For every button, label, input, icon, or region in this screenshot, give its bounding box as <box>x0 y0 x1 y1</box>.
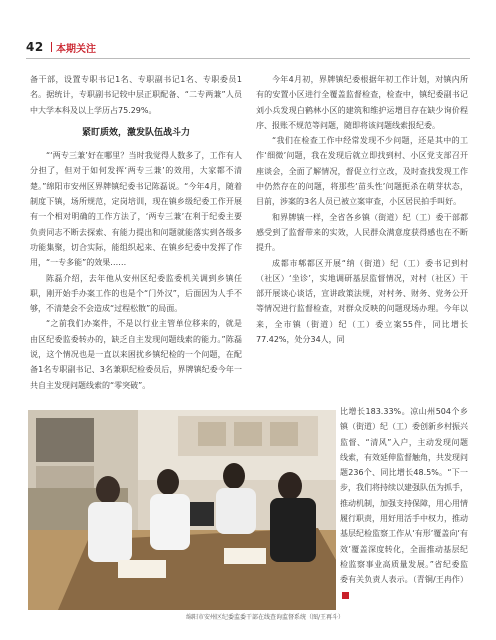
right-column-continued <box>340 404 468 603</box>
section-title: 本期关注 <box>56 44 96 55</box>
left-column <box>30 72 242 393</box>
right-paragraph-4-continued <box>340 404 468 603</box>
article-subheading: 紧盯质效，激发队伍战斗力 <box>81 127 190 138</box>
page-number: 42 <box>26 40 44 54</box>
right-paragraph-1: 今年4月初，界牌镇纪委根据年初工作计划，对镇内所有的安置小区进行全覆盖监督检查，检查中，镇纪委副书记刘小兵发现白鹤林小区的建筑和维护运增目存在缺少询价程序、报账不规范等问题，随即将该问题线索报纪委。 <box>256 75 468 130</box>
page-header <box>0 0 496 60</box>
photo-caption: 绵阳市安州区纪委监委干部在线查询监督系统（图/王再斗） <box>186 614 345 621</box>
article-end-mark <box>342 592 349 599</box>
left-paragraph-4: “之前我们办案件，不是以行业主管单位移来的，就是由区纪委监委转办的，缺乏自主发现问题线索的能力。”陈磊说，这个情况也是一直以来困扰乡镇纪检的一个问题，在配备1名专职副书记、3名兼职纪检委员后，界牌镇纪委今年一共自主发现问题线索的“零突破”。 <box>30 319 242 390</box>
right-paragraph-4: 成都市郫都区开展“纳（街道）纪（工）委书记到村（社区）‘坐诊’，实地调研基层监督情况，对村（社区）干部开展谈心谈话，宣讲政策法规，对村务、财务、党务公开等情况进行监督检查，对群众反映的问题现场办理。今年以来，全市镇（街道）纪（工）委立案55件，同比增长77.42%，处分34人，同 <box>256 258 468 345</box>
right-paragraph-3: 和界牌镇一样，全省各乡镇（街道）纪（工）委干部都感受到了监督带来的实效，人民群众满意度获得感也在不断提升。 <box>256 212 468 253</box>
right-paragraph-4-text: 比增长183.33%。凉山州504个乡镇（街道）纪（工）委创新乡村振兴监督、“清风”入户，主动发现问题线索，有效延伸监督触角，共发现问题236个、同比增长48.5%。“下一步，我们将持续以建强队伍为抓手，推动机制，加强支持保障，用心用情履行职责，用好用活手中权力，推动基层纪检监察工作从‘有形’覆盖向‘有效’覆盖深度转化，全面推动基层纪检监察事业高质量发展。”省纪委监委有关负责人表示。（青铜/王冉作） <box>340 407 468 585</box>
right-column <box>256 72 468 347</box>
meeting-photo-illustration <box>28 410 336 610</box>
header-rule <box>26 58 470 59</box>
left-paragraph-2: “‘两专三兼’好在哪里？当时我觉得人数多了，工作有人分担了，但对于如何发挥‘两专三兼’的效用，大家都不清楚。”绵阳市安州区界牌镇纪委书记陈磊说。“今年4月，随着制度下镇，场所规范，定岗培训，现在镇乡级纪委工作开展有一个相对明确的工作方法了，‘两专三兼’在利于纪委主要负责同志不断去探索、有能力提出和问题就能落实到各级多功能集聚，切合实际，能组织起来、在镇乡纪委中发挥了作用，“一专多能”的效果…… <box>30 151 242 268</box>
article-photo <box>28 410 336 610</box>
left-paragraph-1: 备干部，设置专职书记1名、专职副书记1名、专职委员1名。据统计，专职副书记较中层正职配备、“二专两兼”人员中大学本科及以上学历占75.29%。 <box>30 75 242 115</box>
right-paragraph-2: “我们在检查工作中经常发现不少问题，还是其中的工作‘细微’问题，我在发现后就立即找到村、小区党支部召开座谈会，全面了解情况，督促立行立改，及时查找发现工作中仍然存在的问题，将那些‘苗头性’问题扼杀在萌芽状态，目前，涉案的3名人员已被立案审查，小区居民拍手叫好。 <box>256 136 468 207</box>
header-separator <box>51 42 52 52</box>
left-paragraph-3: 陈磊介绍，去年他从安州区纪委监委机关调到乡镇任职，刚开始手办案工作的也是个“门外汉”，后面因为人手不够，不清楚会不会造成“过程松散”的局面。 <box>30 273 242 314</box>
